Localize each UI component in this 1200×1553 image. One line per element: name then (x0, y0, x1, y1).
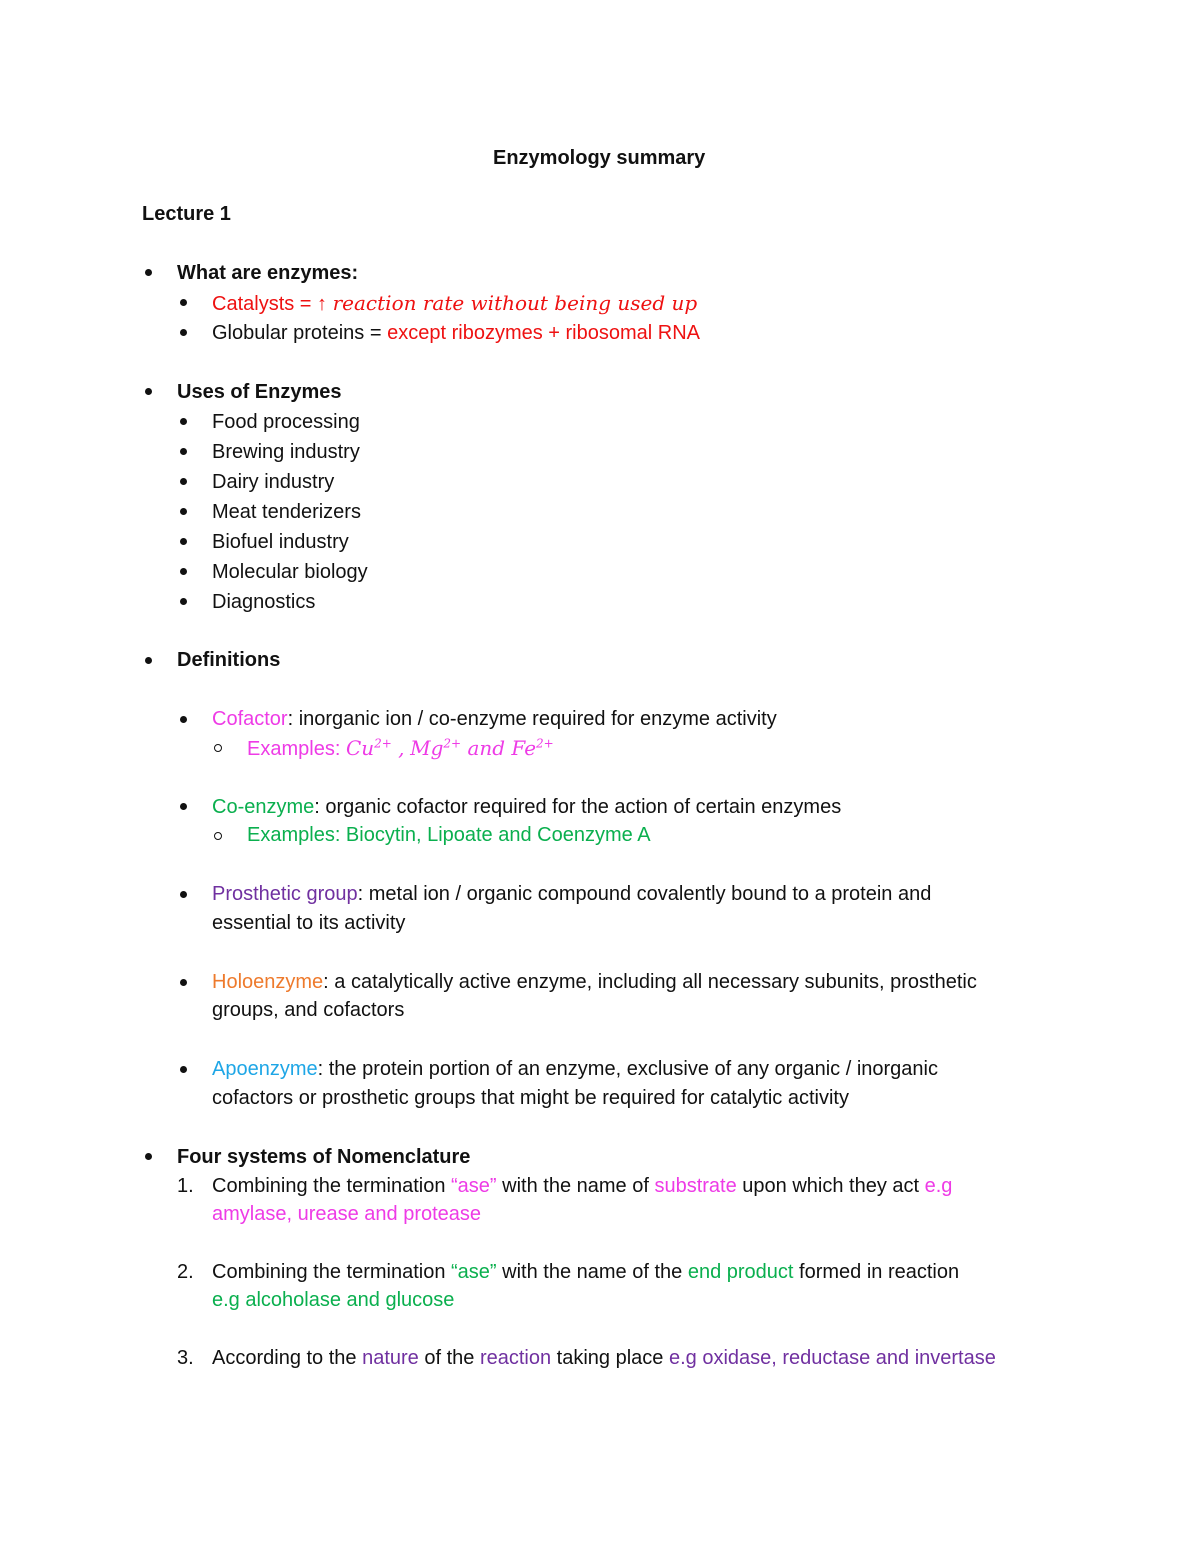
holoenzyme-text-cont: groups, and cofactors (212, 999, 405, 1021)
uses-item: Brewing industry (212, 441, 360, 463)
bullet-icon (180, 508, 187, 515)
item-text: with the name of (496, 1175, 655, 1197)
nomenclature-item-2-examples: e.g alcoholase and glucose (212, 1289, 455, 1311)
what-are-heading: What are enzymes: (177, 262, 359, 284)
bullet-icon (180, 803, 187, 810)
list-number: 3. (177, 1347, 194, 1369)
globular-label: Globular proteins = (212, 322, 388, 344)
bullet-icon (180, 478, 187, 485)
ion-separator: , (391, 736, 405, 760)
coenzyme-line (212, 793, 841, 821)
coenzyme-text: : organic cofactor required for the action of certain enzymes (314, 796, 842, 818)
cofactor-examples (247, 734, 554, 763)
list-number: 1. (177, 1175, 194, 1197)
ase-term: “ase” (451, 1175, 497, 1197)
ion-cu: Cu (345, 736, 375, 760)
holoenzyme-text: : a catalytically active enzyme, including all necessary subunits, prosthetic (323, 971, 977, 993)
bullet-icon (180, 538, 187, 545)
prosthetic-line (212, 880, 931, 908)
item-text: Combining the termination (212, 1261, 452, 1283)
list-number: 2. (177, 1261, 194, 1283)
uses-item: Dairy industry (212, 471, 335, 493)
uses-item: Meat tenderizers (212, 501, 361, 523)
ase-term: “ase” (451, 1261, 497, 1283)
bullet-icon (180, 418, 187, 425)
uses-item: Biofuel industry (212, 531, 349, 553)
nomenclature-heading: Four systems of Nomenclature (177, 1146, 471, 1168)
bullet-icon (180, 979, 187, 986)
prosthetic-text-cont: essential to its activity (212, 912, 406, 934)
ion-and: and (461, 736, 512, 760)
item-text: upon which they act (736, 1175, 925, 1197)
item-text: formed in reaction (793, 1261, 960, 1283)
example-prefix: e.g (924, 1175, 953, 1197)
apoenzyme-text-cont: cofactors or prosthetic groups that might be required for catalytic activity (212, 1087, 849, 1109)
coenzyme-term: Co-enzyme (212, 796, 315, 818)
bullet-icon (145, 1153, 152, 1160)
bullet-icon (180, 891, 187, 898)
coenzyme-examples: Examples: Biocytin, Lipoate and Coenzyme A (247, 824, 651, 846)
uses-item: Molecular biology (212, 561, 368, 583)
keyword-substrate: substrate (654, 1175, 737, 1197)
hollow-bullet-icon (214, 832, 222, 840)
nomenclature-item-1 (212, 1172, 952, 1200)
ion-mg: Mg (410, 736, 444, 760)
bullet-icon (180, 299, 187, 306)
catalysts-line (212, 289, 697, 318)
hollow-bullet-icon (214, 744, 222, 752)
keyword-end-product: end product (687, 1261, 794, 1283)
bullet-icon (180, 598, 187, 605)
cofactor-line (212, 705, 777, 733)
nomenclature-item-3 (212, 1344, 996, 1372)
catalysts-math: reaction rate without being used up (332, 291, 698, 315)
bullet-icon (180, 716, 187, 723)
keyword-reaction: reaction (479, 1347, 552, 1369)
definitions-heading: Definitions (177, 649, 281, 671)
apoenzyme-term: Apoenzyme (212, 1058, 318, 1080)
cofactor-text: : inorganic ion / co-enzyme required for enzyme activity (287, 708, 777, 730)
globular-note: except ribozymes + ribosomal RNA (387, 322, 700, 344)
example-text: e.g oxidase, reductase and invertase (668, 1347, 996, 1369)
uses-heading: Uses of Enzymes (177, 381, 342, 403)
item-text: According to the (212, 1347, 363, 1369)
item-text: with the name of the (496, 1261, 688, 1283)
item-text: Combining the termination (212, 1175, 452, 1197)
bullet-icon (180, 568, 187, 575)
item-text: taking place (551, 1347, 669, 1369)
charge-fe: 2+ (536, 736, 554, 751)
bullet-icon (180, 329, 187, 336)
item-text: of the (418, 1347, 480, 1369)
lecture-heading: Lecture 1 (142, 203, 231, 225)
bullet-icon (145, 388, 152, 395)
bullet-icon (145, 269, 152, 276)
up-arrow-icon: ↑ (317, 293, 328, 315)
page-title: Enzymology summary (493, 147, 706, 169)
globular-line (212, 319, 700, 347)
nomenclature-item-1-examples: amylase, urease and protease (212, 1203, 482, 1225)
bullet-icon (180, 1066, 187, 1073)
prosthetic-term: Prosthetic group (212, 883, 358, 905)
prosthetic-text: : metal ion / organic compound covalently bound to a protein and (357, 883, 932, 905)
uses-item: Food processing (212, 411, 360, 433)
bullet-icon (145, 657, 152, 664)
charge-cu: 2+ (374, 736, 392, 751)
holoenzyme-line (212, 968, 977, 996)
holoenzyme-term: Holoenzyme (212, 971, 324, 993)
ion-fe: Fe (511, 736, 537, 760)
nomenclature-item-2 (212, 1258, 959, 1286)
charge-mg: 2+ (443, 736, 462, 751)
uses-item: Diagnostics (212, 591, 316, 613)
bullet-icon (180, 448, 187, 455)
examples-label: Examples: (247, 738, 346, 760)
catalysts-label: Catalysts = (212, 293, 318, 315)
keyword-nature: nature (362, 1347, 419, 1369)
apoenzyme-text: : the protein portion of an enzyme, exclusive of any organic / inorganic (317, 1058, 938, 1080)
cofactor-term: Cofactor (212, 708, 288, 730)
apoenzyme-line (212, 1055, 938, 1083)
